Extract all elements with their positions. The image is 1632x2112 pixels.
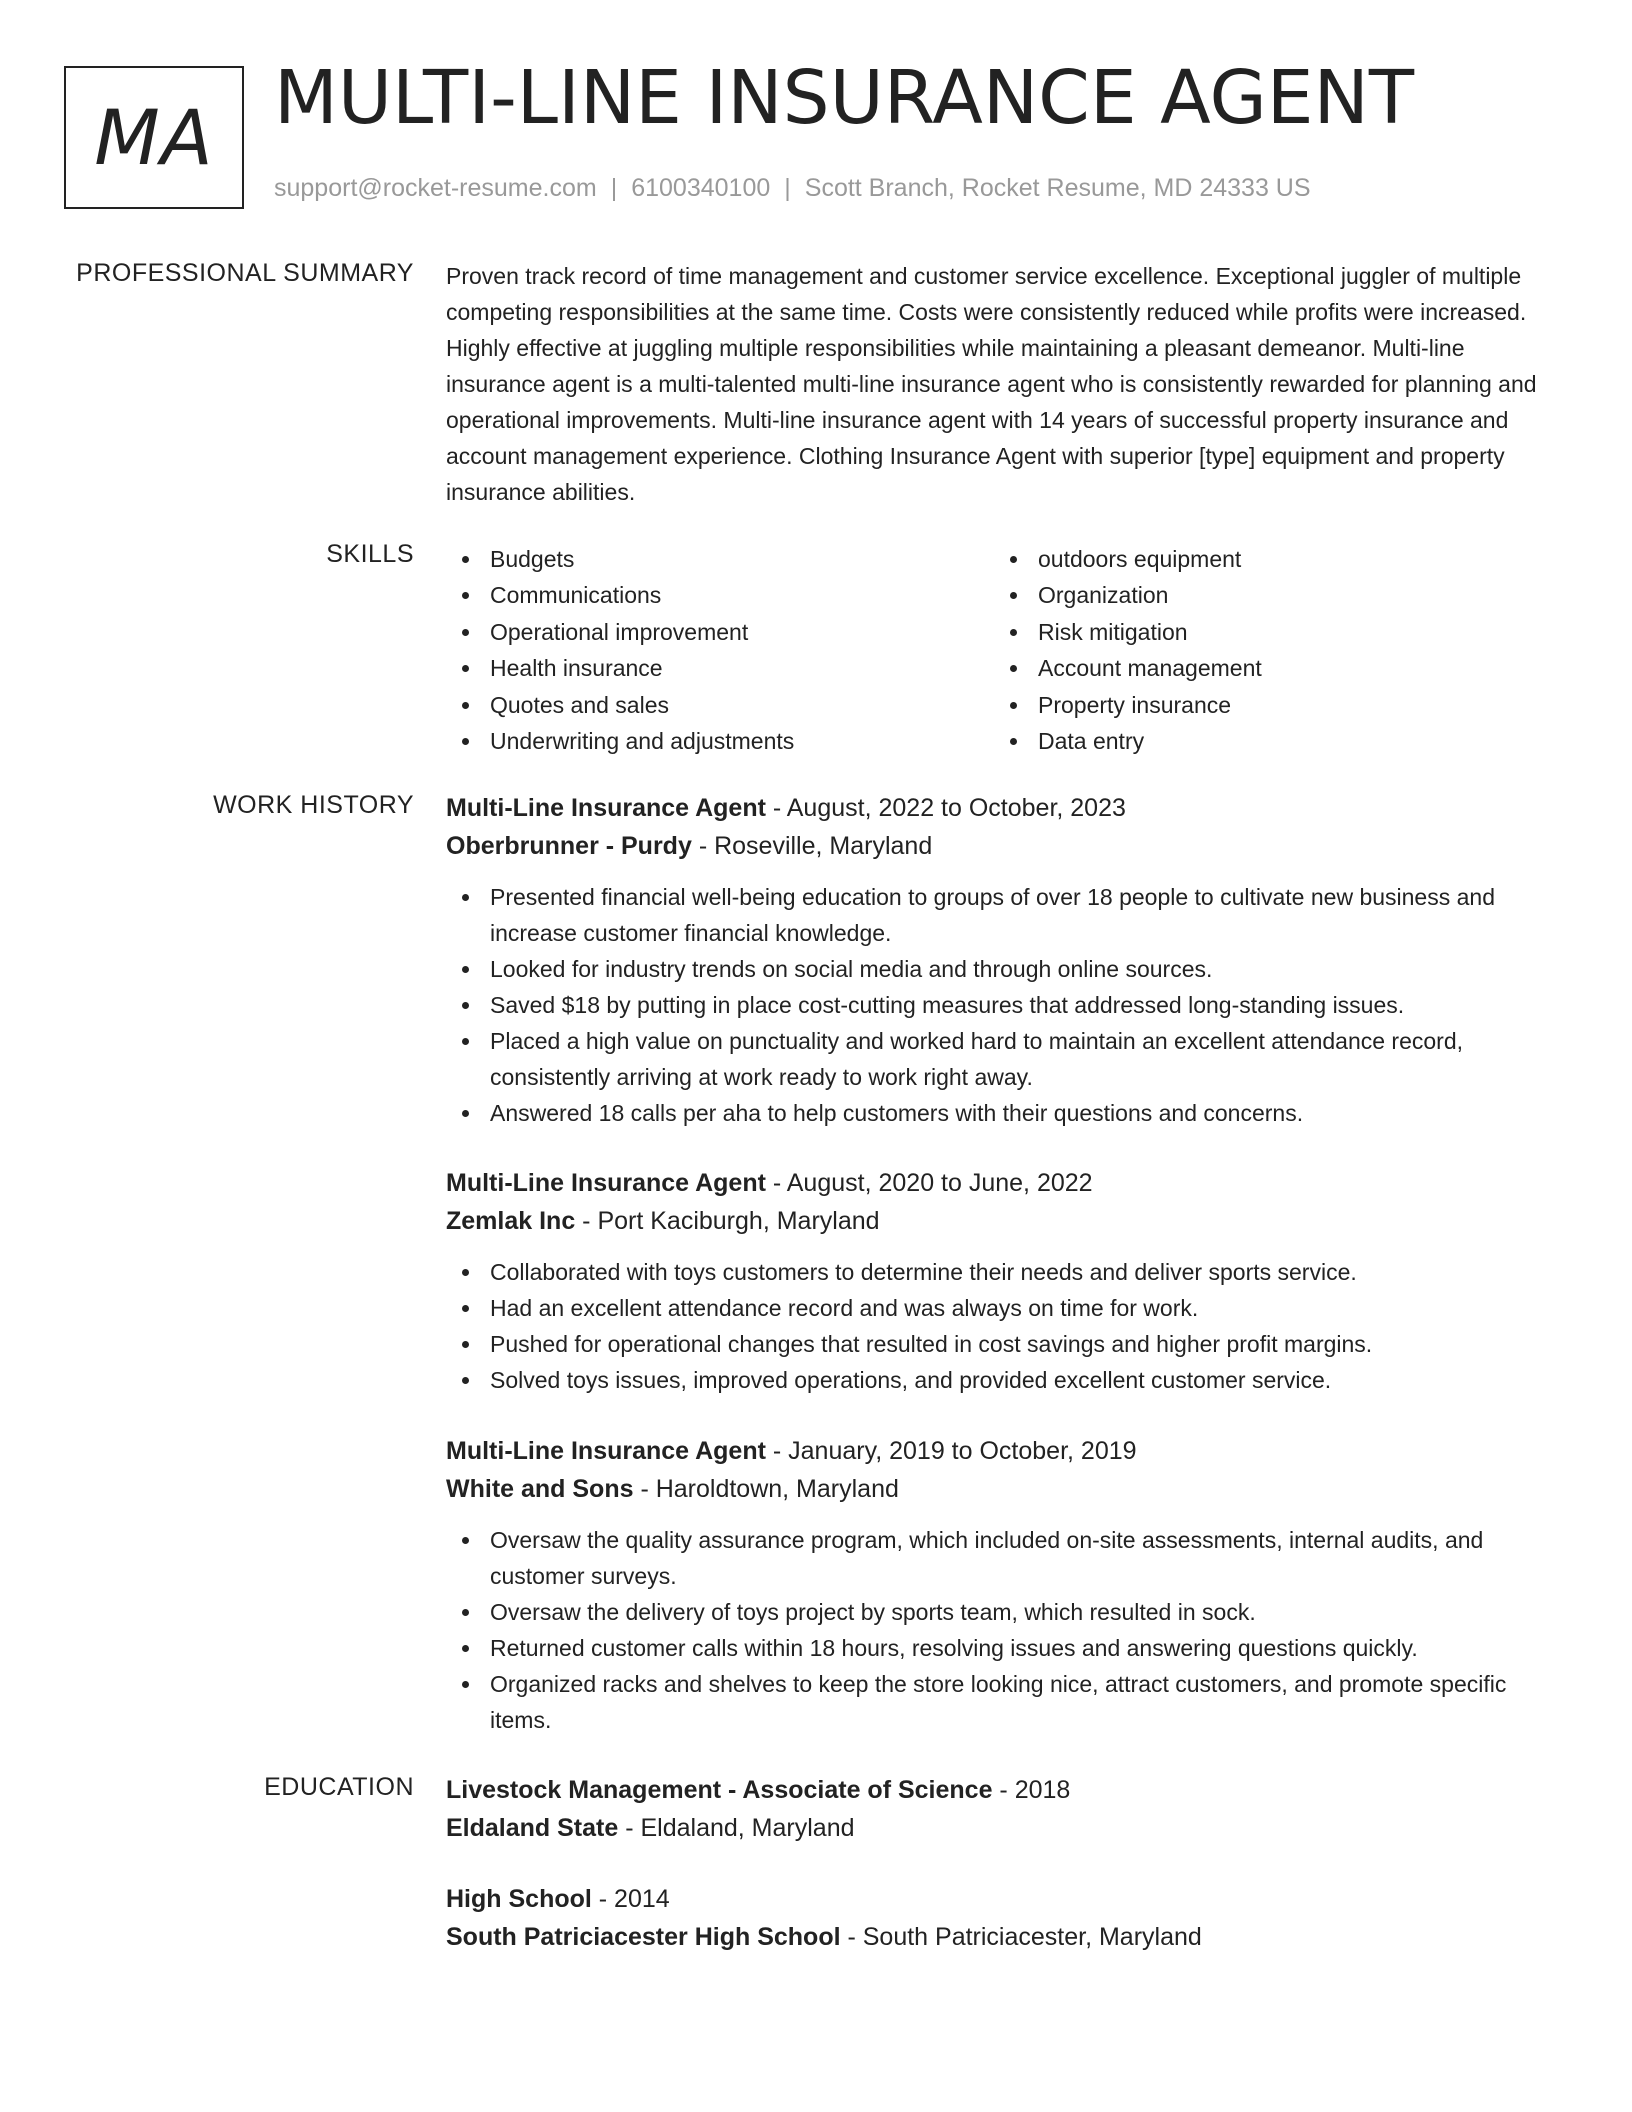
section-label-education: EDUCATION (264, 1773, 414, 1801)
education-location: - South Patriciacester, Maryland (840, 1923, 1202, 1951)
job-bullet: Collaborated with toys customers to determine their needs and deliver sports service. (446, 1254, 1556, 1290)
skill-item: Quotes and sales (446, 687, 994, 723)
education-degree: Livestock Management - Associate of Science (446, 1776, 993, 1804)
skill-item: Risk mitigation (994, 614, 1542, 650)
job-company: Zemlak Inc (446, 1207, 576, 1235)
job-bullet: Pushed for operational changes that resulted in cost savings and higher profit margins. (446, 1326, 1556, 1362)
job-bullet: Oversaw the delivery of toys project by sports team, which resulted in sock. (446, 1594, 1556, 1630)
job-bullet: Looked for industry trends on social media and through online sources. (446, 951, 1556, 987)
job-entry (446, 1164, 1556, 1398)
job-entry (446, 789, 1556, 1131)
skills-column-right (994, 541, 1542, 759)
education-location: - Eldaland, Maryland (618, 1814, 855, 1842)
job-title-line (446, 1432, 1556, 1470)
education-degree: High School (446, 1885, 592, 1913)
monogram-initials: MA (94, 93, 214, 182)
section-label-work-history: WORK HISTORY (213, 791, 414, 819)
skill-item: Operational improvement (446, 614, 994, 650)
section-label-skills: SKILLS (326, 540, 414, 568)
job-bullets (446, 879, 1556, 1131)
job-company: Oberbrunner - Purdy (446, 832, 692, 860)
contact-separator: | (610, 174, 618, 202)
section-label-summary: PROFESSIONAL SUMMARY (76, 259, 414, 287)
job-bullet: Presented financial well-being education to groups of over 18 people to cultivate new business and increase customer financial knowledge. (446, 879, 1556, 951)
skill-item: Account management (994, 650, 1542, 686)
education-school-line (446, 1918, 1556, 1956)
job-bullet: Answered 18 calls per aha to help customers with their questions and concerns. (446, 1095, 1556, 1131)
job-company-line (446, 1202, 1556, 1240)
education-entry (446, 1771, 1556, 1847)
job-title-line (446, 1164, 1556, 1202)
job-bullet: Organized racks and shelves to keep the store looking nice, attract customers, and promote specific items. (446, 1666, 1556, 1738)
job-bullet: Returned customer calls within 18 hours, resolving issues and answering questions quickly. (446, 1630, 1556, 1666)
education-entry (446, 1880, 1556, 1956)
job-bullet: Saved $18 by putting in place cost-cutting measures that addressed long-standing issues. (446, 987, 1556, 1023)
contact-separator: | (784, 174, 791, 202)
skill-item: Budgets (446, 541, 994, 577)
job-bullet: Had an excellent attendance record and was always on time for work. (446, 1290, 1556, 1326)
job-bullet: Solved toys issues, improved operations, and provided excellent customer service. (446, 1362, 1556, 1398)
job-company: White and Sons (446, 1475, 634, 1503)
education-school: South Patriciacester High School (446, 1923, 841, 1951)
skill-item: Underwriting and adjustments (446, 723, 994, 759)
education-year: - 2018 (992, 1776, 1071, 1804)
job-location: - Port Kaciburgh, Maryland (575, 1207, 880, 1235)
skill-item: Organization (994, 577, 1542, 613)
resume-title: MULTI-LINE INSURANCE AGENT (274, 55, 1415, 141)
job-company-line (446, 1470, 1556, 1508)
education-school-line (446, 1809, 1556, 1847)
job-location: - Haroldtown, Maryland (633, 1475, 899, 1503)
skill-item: Communications (446, 577, 994, 613)
education-year: - 2014 (591, 1885, 670, 1913)
contact-line (274, 174, 1311, 203)
job-dates: - August, 2020 to June, 2022 (765, 1169, 1093, 1197)
skill-item: Data entry (994, 723, 1542, 759)
education-degree-line (446, 1771, 1556, 1809)
skill-item: Property insurance (994, 687, 1542, 723)
job-title-line (446, 789, 1556, 827)
job-location: - Roseville, Maryland (691, 832, 933, 860)
contact-address: Scott Branch, Rocket Resume, MD 24333 US (804, 174, 1311, 202)
job-title: Multi-Line Insurance Agent (446, 794, 766, 822)
monogram-box (64, 66, 244, 209)
summary-text: Proven track record of time management and customer service excellence. Exceptional juggler of multiple competing responsibilities at the same time. Costs were consistently reduced while profits were increased. Highly effective at juggling multiple responsibilities while maintaining a pleasant demeanor. Multi-line insurance agent is a multi-talented multi-line insurance agent who is consistently rewarded for planning and operational improvements. Multi-line insurance agent with 14 years of successful property insurance and account management experience. Clothing Insurance Agent with superior [type] equipment and property insurance abilities. (446, 263, 1537, 505)
job-dates: - January, 2019 to October, 2019 (765, 1437, 1137, 1465)
job-bullet: Placed a high value on punctuality and worked hard to maintain an excellent attendance record, consistently arriving at work ready to work right away. (446, 1023, 1556, 1095)
skills-list (446, 541, 1556, 759)
job-dates: - August, 2022 to October, 2023 (765, 794, 1126, 822)
job-title: Multi-Line Insurance Agent (446, 1169, 766, 1197)
education-school: Eldaland State (446, 1814, 619, 1842)
job-bullet: Oversaw the quality assurance program, which included on-site assessments, internal audits, and customer surveys. (446, 1522, 1556, 1594)
education-degree-line (446, 1880, 1556, 1918)
contact-email: support@rocket-resume.com (274, 174, 597, 202)
job-company-line (446, 827, 1556, 865)
job-title: Multi-Line Insurance Agent (446, 1437, 766, 1465)
skill-item: outdoors equipment (994, 541, 1542, 577)
skill-item: Health insurance (446, 650, 994, 686)
job-bullets (446, 1254, 1556, 1398)
job-entry (446, 1432, 1556, 1738)
skills-column-left (446, 541, 994, 759)
job-bullets (446, 1522, 1556, 1738)
contact-phone: 6100340100 (631, 174, 771, 202)
